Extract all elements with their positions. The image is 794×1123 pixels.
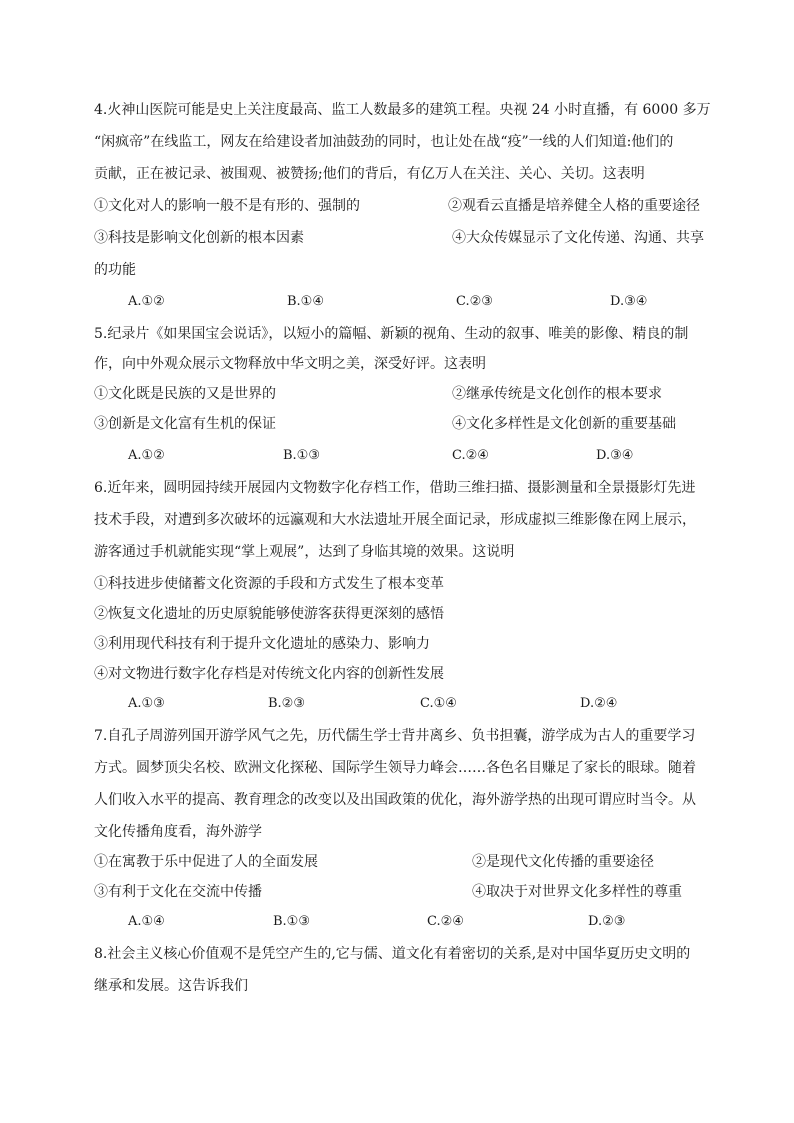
q5-option-3: ③创新是文化富有生机的保证	[94, 416, 276, 432]
q5-option-2: ②继承传统是文化创作的根本要求	[452, 386, 662, 402]
q7-answer-a: A.①④	[128, 914, 165, 929]
q5-answer-d: D.③④	[596, 448, 634, 463]
q4-option-4: ④大众传媒显示了文化传递、沟通、共享	[452, 230, 704, 246]
q7-answer-b: B.①③	[273, 914, 310, 929]
q4-answer-b: B.①④	[287, 294, 324, 309]
q5-option-1: ①文化既是民族的又是世界的	[94, 386, 276, 402]
q6-stem-line-3: 游客通过手机就能实现“掌上观展”，达到了身临其境的效果。这说明	[94, 544, 515, 560]
q4-answer-a: A.①②	[128, 294, 165, 309]
q6-option-2: ②恢复文化遗址的历史原貌能够使游客获得更深刻的感悟	[94, 606, 444, 622]
q4-option-1: ①文化对人的影响一般不是有形的、强制的	[94, 198, 360, 214]
q6-answer-b: B.②③	[268, 696, 305, 711]
q7-option-1: ①在寓教于乐中促进了人的全面发展	[94, 854, 318, 870]
q4-stem-line-2: “闲疯帝”在线监工，网友在给建设者加油鼓劲的同时，也让处在战“疫”一线的人们知道:他们的	[94, 134, 674, 150]
q7-stem-line-2: 方式。圆梦顶尖名校、欧洲文化探秘、国际学生领导力峰会……各色名目赚足了家长的眼球。随着	[94, 760, 696, 776]
q7-stem-line-3: 人们收入水平的提高、教育理念的改变以及出国政策的优化，海外游学热的出现可谓应时当令。从	[94, 792, 696, 808]
q4-answer-d: D.③④	[610, 294, 648, 309]
q6-option-3: ③利用现代科技有利于提升文化遗址的感染力、影响力	[94, 636, 430, 652]
q6-option-4: ④对文物进行数字化存档是对传统文化内容的创新性发展	[94, 666, 444, 682]
q5-answer-c: C.②④	[452, 448, 489, 463]
q6-answer-c: C.①④	[420, 696, 457, 711]
q4-option-3: ③科技是影响文化创新的根本因素	[94, 230, 304, 246]
q7-answer-c: C.②④	[427, 914, 464, 929]
q5-answer-a: A.①②	[128, 448, 165, 463]
q5-stem-line-2: 作，向中外观众展示文物释放中华文明之美，深受好评。这表明	[94, 356, 486, 372]
q5-option-4: ④文化多样性是文化创新的重要基础	[452, 416, 676, 432]
q6-answer-a: A.①③	[128, 696, 165, 711]
q7-stem-line-1: 7.自孔子周游列国开游学风气之先，历代儒生学士背井离乡、负书担囊，游学成为古人的重要学习	[94, 728, 696, 744]
q7-answer-d: D.②③	[588, 914, 626, 929]
q7-stem-line-4: 文化传播角度看，海外游学	[94, 824, 262, 840]
q7-option-2: ②是现代文化传播的重要途径	[472, 854, 654, 870]
q5-stem-line-1: 5.纪录片《如果国宝会说话》，以短小的篇幅、新颖的视角、生动的叙事、唯美的影像、精良的制	[94, 326, 689, 342]
q8-stem-line-2: 继承和发展。这告诉我们	[94, 978, 248, 994]
q7-option-4: ④取决于对世界文化多样性的尊重	[472, 884, 682, 900]
q4-stem-line-1: 4.火神山医院可能是史上关注度最高、监工人数最多的建筑工程。央视 24 小时直播，有 6000 多万	[94, 102, 711, 118]
q4-option-4-continued: 的功能	[94, 262, 136, 278]
q6-stem-line-2: 技术手段，对遭到多次破坏的远瀛观和大水法遗址开展全面记录，形成虚拟三维影像在网上展示，	[94, 512, 696, 528]
q4-answer-c: C.②③	[456, 294, 493, 309]
q8-stem-line-1: 8.社会主义核心价值观不是凭空产生的,它与儒、道文化有着密切的关系,是对中国华夏历史文明的	[94, 946, 691, 962]
q7-option-3: ③有利于文化在交流中传播	[94, 884, 262, 900]
q6-stem-line-1: 6.近年来，圆明园持续开展园内文物数字化存档工作，借助三维扫描、摄影测量和全景摄影灯先进	[94, 480, 696, 496]
q4-stem-line-3: 贡献，正在被记录、被围观、被赞扬;他们的背后，有亿万人在关注、关心、关切。这表明	[94, 166, 645, 182]
q6-option-1: ①科技进步使储蓄文化资源的手段和方式发生了根本变革	[94, 576, 444, 592]
q4-option-2: ②观看云直播是培养健全人格的重要途径	[448, 198, 700, 214]
q5-answer-b: B.①③	[283, 448, 320, 463]
q6-answer-d: D.②④	[580, 696, 618, 711]
